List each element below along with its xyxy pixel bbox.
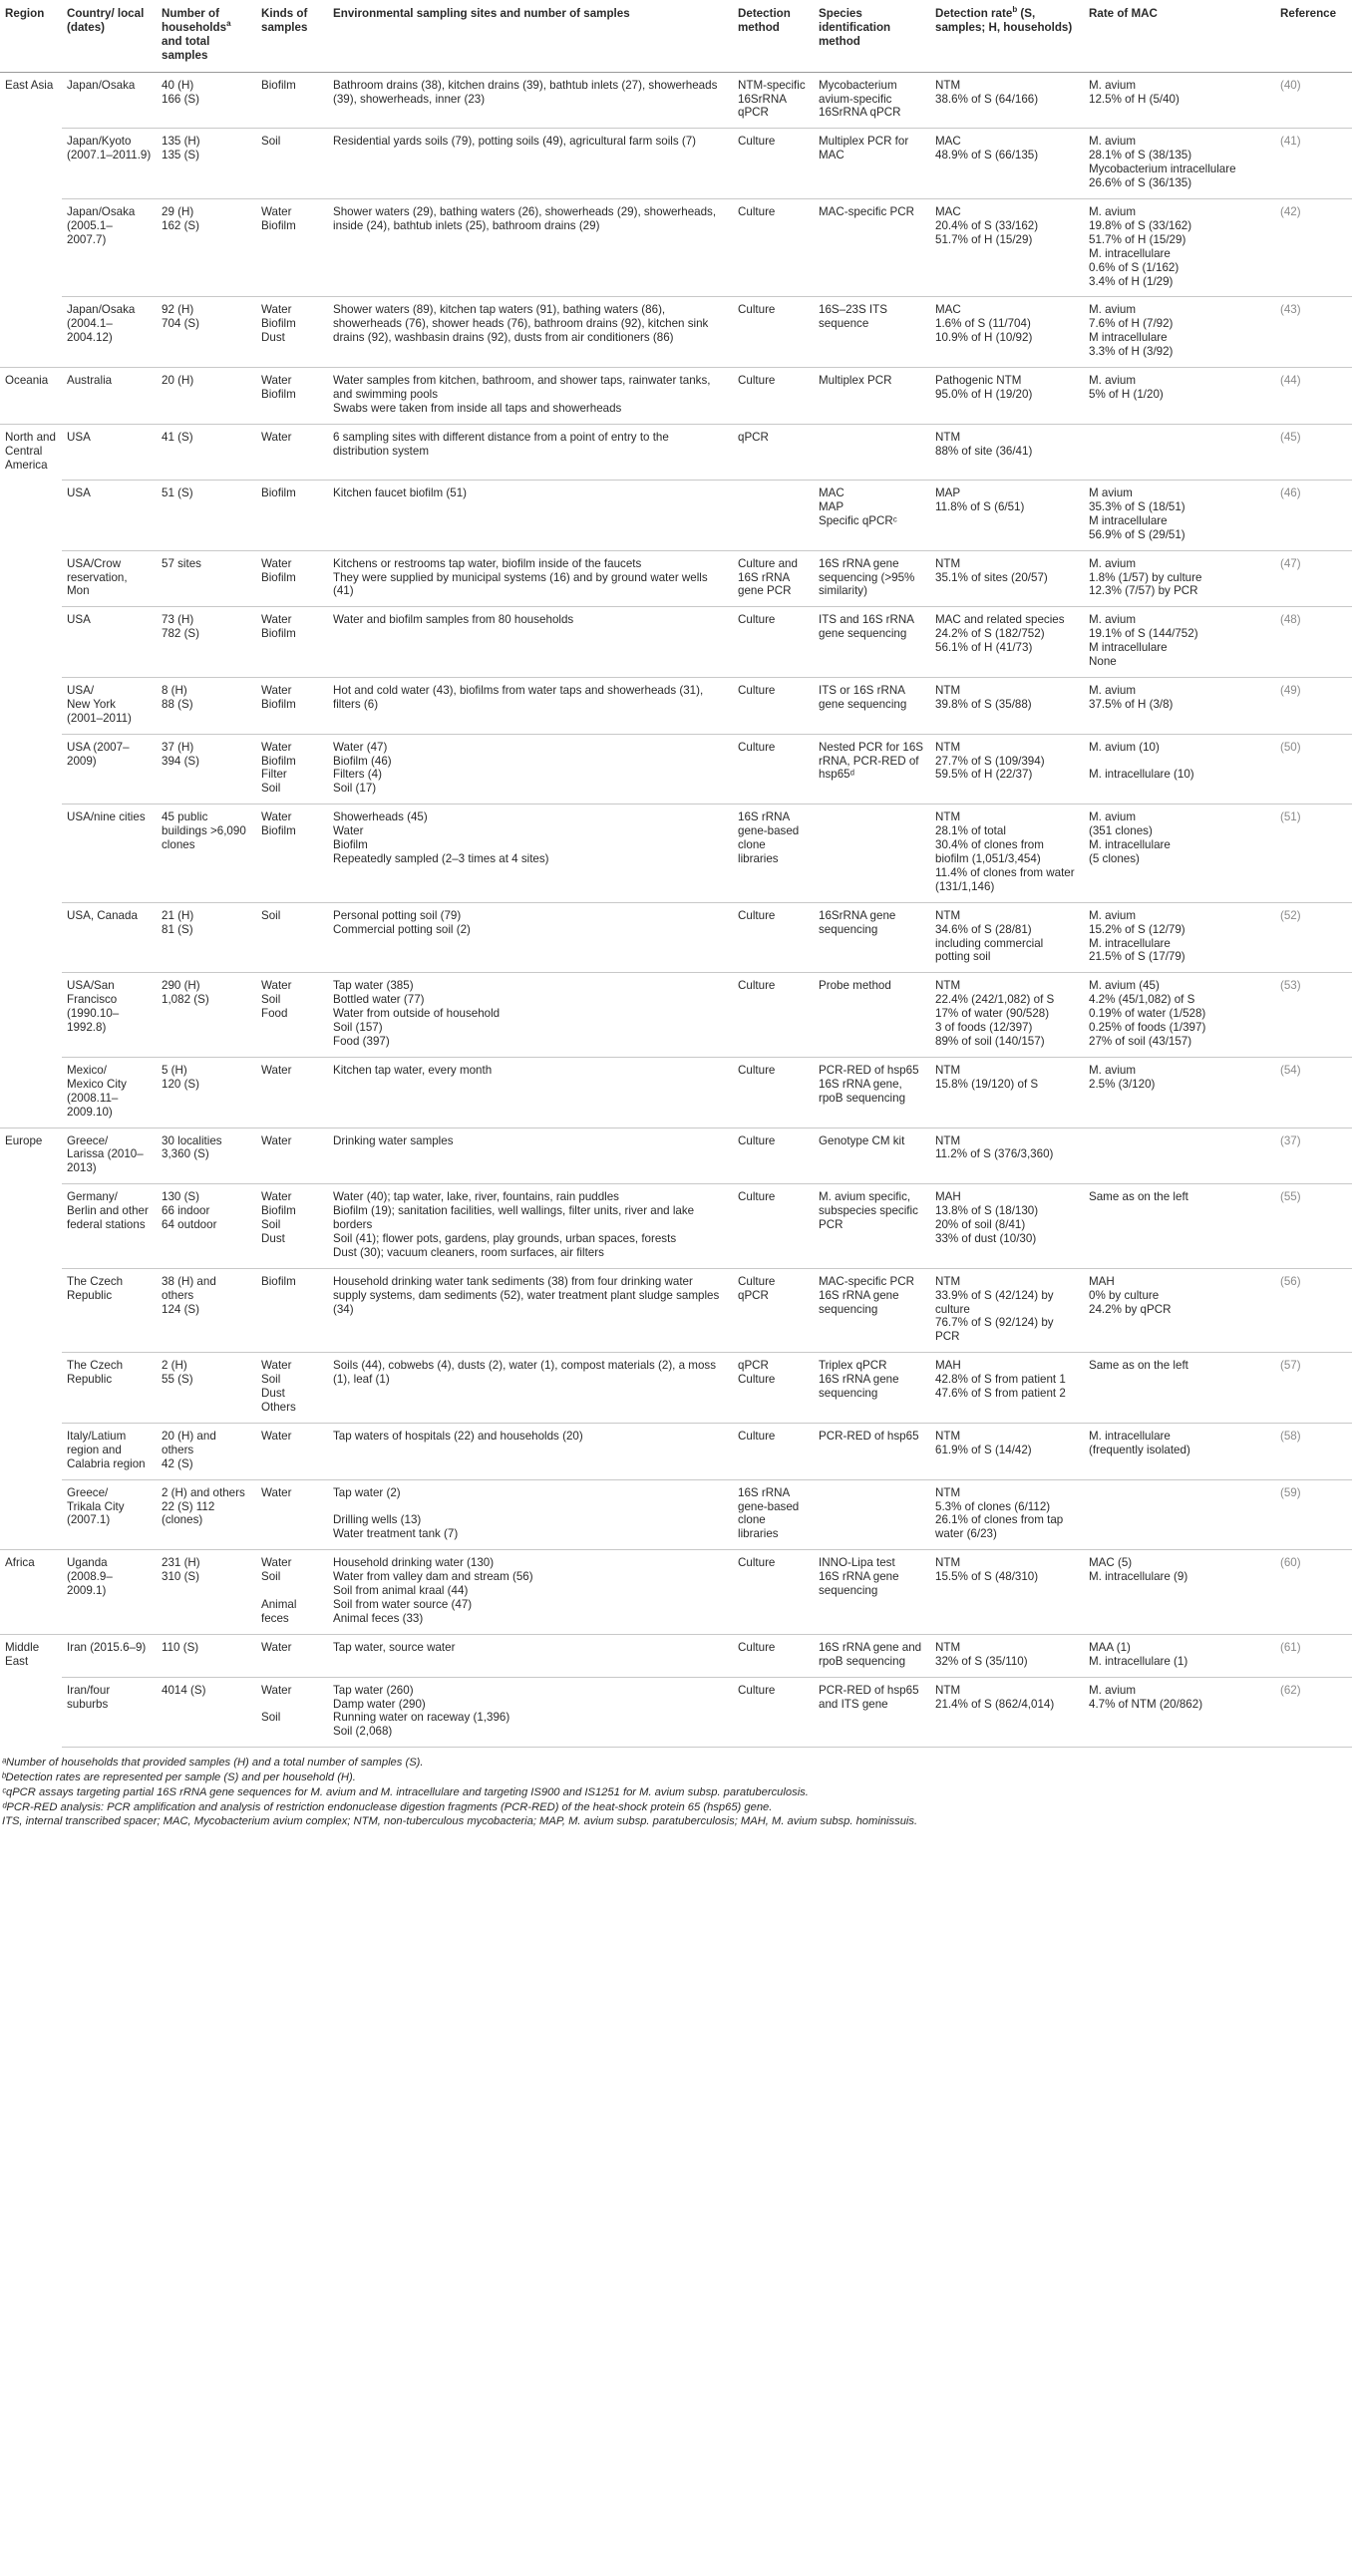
table-row bbox=[0, 424, 1352, 480]
reference-cell: (57) bbox=[1275, 1353, 1352, 1424]
households-cell: 20 (H) bbox=[157, 368, 256, 425]
country-cell: USA/nine cities bbox=[62, 805, 157, 902]
reference-cell: (48) bbox=[1275, 607, 1352, 678]
kinds-cell: Biofilm bbox=[256, 72, 328, 129]
species-cell: Probe method bbox=[814, 973, 930, 1058]
species-cell bbox=[814, 424, 930, 480]
footnote-line: ᵇDetection rates are represented per sample (S) and per household (H). bbox=[2, 1771, 356, 1784]
region-cell bbox=[0, 1677, 62, 1748]
env-cell: Water (47) Biofilm (46) Filters (4) Soil (17) bbox=[328, 734, 733, 805]
table-row bbox=[0, 1677, 1352, 1748]
mac-cell: M. avium (45) 4.2% (45/1,082) of S 0.19% of water (1/528) 0.25% of foods (1/397) 27% of soil (43/157) bbox=[1084, 973, 1275, 1058]
rate-cell: NTM 11.2% of S (376/3,360) bbox=[930, 1127, 1084, 1184]
species-cell: MAC-specific PCR 16S rRNA gene sequencing bbox=[814, 1268, 930, 1353]
households-cell: 21 (H) 81 (S) bbox=[157, 902, 256, 973]
table-row bbox=[0, 297, 1352, 368]
footnote-marker-b: b bbox=[1012, 5, 1018, 15]
reference-cell: (61) bbox=[1275, 1634, 1352, 1677]
reference-cell: (46) bbox=[1275, 480, 1352, 550]
reference-cell: (55) bbox=[1275, 1184, 1352, 1269]
env-cell: Shower waters (89), kitchen tap waters (91), bathing waters (86), showerheads (76), shower heads (76), bathroom drains (92), kitchen sink drains (92), washbasin drains (92), dusts from air conditioners (86) bbox=[328, 297, 733, 368]
reference-cell: (59) bbox=[1275, 1479, 1352, 1550]
env-cell: Shower waters (29), bathing waters (26), showerheads (29), showerheads, inside (24), bathtub inlets (25), bathroom drains (29) bbox=[328, 198, 733, 296]
env-cell: Household drinking water (130) Water from valley dam and stream (56) Soil from animal kraal (44) Soil from water source (47) Animal feces (33) bbox=[328, 1550, 733, 1635]
country-cell: USA bbox=[62, 607, 157, 678]
region-cell bbox=[0, 1057, 62, 1127]
table-row bbox=[0, 1634, 1352, 1677]
detection-cell: Culture bbox=[733, 1127, 814, 1184]
mac-cell bbox=[1084, 424, 1275, 480]
country-cell: The Czech Republic bbox=[62, 1268, 157, 1353]
mac-cell: M. intracellulare (frequently isolated) bbox=[1084, 1423, 1275, 1479]
rate-cell: Pathogenic NTM 95.0% of H (19/20) bbox=[930, 368, 1084, 425]
region-cell bbox=[0, 607, 62, 678]
env-cell: Kitchen faucet biofilm (51) bbox=[328, 480, 733, 550]
species-cell: MAC MAP Specific qPCRᶜ bbox=[814, 480, 930, 550]
species-cell bbox=[814, 1479, 930, 1550]
reference-cell: (45) bbox=[1275, 424, 1352, 480]
header-env: Environmental sampling sites and number of samples bbox=[328, 0, 733, 72]
mac-cell: M. avium 1.8% (1/57) by culture 12.3% (7/57) by PCR bbox=[1084, 550, 1275, 607]
env-cell: Tap water, source water bbox=[328, 1634, 733, 1677]
households-cell: 92 (H) 704 (S) bbox=[157, 297, 256, 368]
country-cell: USA bbox=[62, 480, 157, 550]
species-cell: PCR-RED of hsp65 bbox=[814, 1423, 930, 1479]
env-cell: Kitchen tap water, every month bbox=[328, 1057, 733, 1127]
header-row bbox=[0, 0, 1352, 72]
households-cell: 38 (H) and others 124 (S) bbox=[157, 1268, 256, 1353]
households-cell: 29 (H) 162 (S) bbox=[157, 198, 256, 296]
households-cell: 30 localities 3,360 (S) bbox=[157, 1127, 256, 1184]
table-row bbox=[0, 1127, 1352, 1184]
kinds-cell: Water Soil bbox=[256, 1677, 328, 1748]
header-species: Species identification method bbox=[814, 0, 930, 72]
detection-cell: Culture bbox=[733, 368, 814, 425]
rate-cell: NTM 39.8% of S (35/88) bbox=[930, 677, 1084, 734]
mac-cell: MAH 0% by culture 24.2% by qPCR bbox=[1084, 1268, 1275, 1353]
header-rate-label: Detection rate bbox=[935, 7, 1013, 20]
species-cell bbox=[814, 805, 930, 902]
reference-cell: (37) bbox=[1275, 1127, 1352, 1184]
kinds-cell: Water bbox=[256, 1634, 328, 1677]
species-cell: Multiplex PCR for MAC bbox=[814, 129, 930, 199]
mac-cell: M. avium 2.5% (3/120) bbox=[1084, 1057, 1275, 1127]
table-row bbox=[0, 1268, 1352, 1353]
species-cell: Multiplex PCR bbox=[814, 368, 930, 425]
mac-cell: M. avium 28.1% of S (38/135) Mycobacterium intracellulare 26.6% of S (36/135) bbox=[1084, 129, 1275, 199]
kinds-cell: Water bbox=[256, 1479, 328, 1550]
detection-cell: Culture bbox=[733, 129, 814, 199]
header-mac: Rate of MAC bbox=[1084, 0, 1275, 72]
reference-cell: (51) bbox=[1275, 805, 1352, 902]
mac-cell bbox=[1084, 1479, 1275, 1550]
species-cell: ITS or 16S rRNA gene sequencing bbox=[814, 677, 930, 734]
env-cell: Water (40); tap water, lake, river, fountains, rain puddles Biofilm (19); sanitation facilities, well wallings, filter units, river and lake borders Soil (41); flower pots, gardens, play grounds, urban spaces, forests Dust (30); vacuum cleaners, room surfaces, air filters bbox=[328, 1184, 733, 1269]
mac-cell: M. avium 5% of H (1/20) bbox=[1084, 368, 1275, 425]
rate-cell: NTM 34.6% of S (28/81) including commercial potting soil bbox=[930, 902, 1084, 973]
country-cell: USA bbox=[62, 424, 157, 480]
detection-cell: Culture bbox=[733, 1057, 814, 1127]
footnote-line: ITS, internal transcribed spacer; MAC, Mycobacterium avium complex; NTM, non-tuberculous mycobacteria; MAP, M. avium subsp. paratuberculosis; MAH, M. avium subsp. hominissuis. bbox=[2, 1815, 918, 1828]
table-row bbox=[0, 198, 1352, 296]
detection-cell: Culture bbox=[733, 198, 814, 296]
env-cell: Tap waters of hospitals (22) and households (20) bbox=[328, 1423, 733, 1479]
country-cell: Japan/Osaka (2004.1–2004.12) bbox=[62, 297, 157, 368]
env-cell: Water samples from kitchen, bathroom, and shower taps, rainwater tanks, and swimming pools Swabs were taken from inside all taps and showerheads bbox=[328, 368, 733, 425]
kinds-cell: Water Soil Food bbox=[256, 973, 328, 1058]
region-cell bbox=[0, 129, 62, 199]
table-row bbox=[0, 1479, 1352, 1550]
country-cell: USA/San Francisco (1990.10–1992.8) bbox=[62, 973, 157, 1058]
households-cell: 73 (H) 782 (S) bbox=[157, 607, 256, 678]
mac-cell: M avium 35.3% of S (18/51) M intracellulare 56.9% of S (29/51) bbox=[1084, 480, 1275, 550]
rate-cell: MAC and related species 24.2% of S (182/752) 56.1% of H (41/73) bbox=[930, 607, 1084, 678]
species-cell: Nested PCR for 16S rRNA, PCR-RED of hsp65ᵈ bbox=[814, 734, 930, 805]
kinds-cell: Water Biofilm bbox=[256, 198, 328, 296]
mac-cell: M. avium 19.1% of S (144/752) M intracellulare None bbox=[1084, 607, 1275, 678]
rate-cell: MAH 13.8% of S (18/130) 20% of soil (8/41) 33% of dust (10/30) bbox=[930, 1184, 1084, 1269]
header-detection: Detection method bbox=[733, 0, 814, 72]
households-cell: 290 (H) 1,082 (S) bbox=[157, 973, 256, 1058]
detection-cell: Culture bbox=[733, 734, 814, 805]
mac-cell: Same as on the left bbox=[1084, 1353, 1275, 1424]
households-cell: 41 (S) bbox=[157, 424, 256, 480]
detection-cell: Culture bbox=[733, 297, 814, 368]
kinds-cell: Water Biofilm bbox=[256, 550, 328, 607]
table-row bbox=[0, 1423, 1352, 1479]
rate-cell: NTM 35.1% of sites (20/57) bbox=[930, 550, 1084, 607]
rate-cell: MAC 48.9% of S (66/135) bbox=[930, 129, 1084, 199]
kinds-cell: Water Biofilm Filter Soil bbox=[256, 734, 328, 805]
table-row bbox=[0, 973, 1352, 1058]
mac-cell: M. avium 37.5% of H (3/8) bbox=[1084, 677, 1275, 734]
rate-cell: NTM 88% of site (36/41) bbox=[930, 424, 1084, 480]
country-cell: Iran (2015.6–9) bbox=[62, 1634, 157, 1677]
households-cell: 5 (H) 120 (S) bbox=[157, 1057, 256, 1127]
env-cell: Tap water (385) Bottled water (77) Water from outside of household Soil (157) Food (397) bbox=[328, 973, 733, 1058]
table-row bbox=[0, 129, 1352, 199]
species-cell: 16S rRNA gene and rpoB sequencing bbox=[814, 1634, 930, 1677]
species-cell: M. avium specific, subspecies specific PCR bbox=[814, 1184, 930, 1269]
detection-cell: qPCR bbox=[733, 424, 814, 480]
country-cell: Iran/four suburbs bbox=[62, 1677, 157, 1748]
env-cell: 6 sampling sites with different distance from a point of entry to the distribution system bbox=[328, 424, 733, 480]
region-cell bbox=[0, 1479, 62, 1550]
reference-cell: (58) bbox=[1275, 1423, 1352, 1479]
kinds-cell: Water bbox=[256, 1057, 328, 1127]
rate-cell: NTM 61.9% of S (14/42) bbox=[930, 1423, 1084, 1479]
env-cell: Drinking water samples bbox=[328, 1127, 733, 1184]
region-cell bbox=[0, 902, 62, 973]
households-cell: 135 (H) 135 (S) bbox=[157, 129, 256, 199]
rate-cell: MAH 42.8% of S from patient 1 47.6% of S from patient 2 bbox=[930, 1353, 1084, 1424]
region-cell bbox=[0, 198, 62, 296]
detection-cell: qPCR Culture bbox=[733, 1353, 814, 1424]
detection-cell: Culture bbox=[733, 677, 814, 734]
rate-cell: NTM 22.4% (242/1,082) of S 17% of water (90/528) 3 of foods (12/397) 89% of soil (140/157) bbox=[930, 973, 1084, 1058]
mac-cell: Same as on the left bbox=[1084, 1184, 1275, 1269]
region-cell: East Asia bbox=[5, 78, 54, 92]
kinds-cell: Water Biofilm bbox=[256, 607, 328, 678]
reference-cell: (56) bbox=[1275, 1268, 1352, 1353]
region-cell bbox=[0, 734, 62, 805]
kinds-cell: Water Biofilm bbox=[256, 368, 328, 425]
env-cell: Hot and cold water (43), biofilms from water taps and showerheads (31), filters (6) bbox=[328, 677, 733, 734]
region-cell bbox=[0, 1184, 62, 1269]
table-row bbox=[0, 72, 1352, 129]
reference-cell: (41) bbox=[1275, 129, 1352, 199]
table-row bbox=[0, 734, 1352, 805]
env-cell: Water and biofilm samples from 80 households bbox=[328, 607, 733, 678]
country-cell: USA, Canada bbox=[62, 902, 157, 973]
kinds-cell: Soil bbox=[256, 902, 328, 973]
detection-cell: Culture bbox=[733, 1677, 814, 1748]
kinds-cell: Water Biofilm Dust bbox=[256, 297, 328, 368]
detection-cell: Culture qPCR bbox=[733, 1268, 814, 1353]
rate-cell: NTM 32% of S (35/110) bbox=[930, 1634, 1084, 1677]
rate-cell: NTM 28.1% of total 30.4% of clones from biofilm (1,051/3,454) 11.4% of clones from water (131/1,146) bbox=[930, 805, 1084, 902]
country-cell: Japan/Osaka bbox=[62, 72, 157, 129]
table-row bbox=[0, 1353, 1352, 1424]
country-cell: Italy/Latium region and Calabria region bbox=[62, 1423, 157, 1479]
detection-cell: 16S rRNA gene-based clone libraries bbox=[733, 1479, 814, 1550]
header-households-label: Number of households bbox=[162, 7, 227, 34]
rate-cell: MAP 11.8% of S (6/51) bbox=[930, 480, 1084, 550]
detection-cell bbox=[733, 480, 814, 550]
header-rate-tail: (S, samples; H, households) bbox=[935, 7, 1073, 34]
footnote-line: ᵈPCR-RED analysis: PCR amplification and analysis of restriction endonuclease digestion fragments (PCR-RED) of the heat-shock protein 65 (hsp65) gene. bbox=[2, 1800, 773, 1813]
country-cell: USA/ New York (2001–2011) bbox=[62, 677, 157, 734]
region-cell bbox=[0, 480, 62, 550]
species-cell: 16S rRNA gene sequencing (>95% similarity) bbox=[814, 550, 930, 607]
kinds-cell: Water bbox=[256, 1423, 328, 1479]
table-row bbox=[0, 1057, 1352, 1127]
species-cell: Mycobacterium avium-specific 16SrRNA qPCR bbox=[814, 72, 930, 129]
env-cell: Tap water (260) Damp water (290) Running water on raceway (1,396) Soil (2,068) bbox=[328, 1677, 733, 1748]
region-cell bbox=[0, 677, 62, 734]
footnote-line: ᵃNumber of households that provided samples (H) and a total number of samples (S). bbox=[2, 1757, 424, 1770]
env-cell: Personal potting soil (79) Commercial potting soil (2) bbox=[328, 902, 733, 973]
detection-cell: Culture bbox=[733, 607, 814, 678]
households-cell: 8 (H) 88 (S) bbox=[157, 677, 256, 734]
env-cell: Kitchens or restrooms tap water, biofilm inside of the faucets They were supplied by municipal systems (16) and by ground water wells (41) bbox=[328, 550, 733, 607]
detection-cell: Culture bbox=[733, 1184, 814, 1269]
species-cell: PCR-RED of hsp65 16S rRNA gene, rpoB sequencing bbox=[814, 1057, 930, 1127]
mac-cell: M. avium 15.2% of S (12/79) M. intracellulare 21.5% of S (17/79) bbox=[1084, 902, 1275, 973]
reference-cell: (62) bbox=[1275, 1677, 1352, 1748]
detection-cell: 16S rRNA gene-based clone libraries bbox=[733, 805, 814, 902]
reference-cell: (42) bbox=[1275, 198, 1352, 296]
households-cell: 37 (H) 394 (S) bbox=[157, 734, 256, 805]
country-cell: Japan/Kyoto (2007.1–2011.9) bbox=[62, 129, 157, 199]
region-cell bbox=[0, 973, 62, 1058]
mac-cell bbox=[1084, 1127, 1275, 1184]
species-cell: 16SrRNA gene sequencing bbox=[814, 902, 930, 973]
species-cell: 16S–23S ITS sequence bbox=[814, 297, 930, 368]
country-cell: Greece/ Trikala City (2007.1) bbox=[62, 1479, 157, 1550]
table-row bbox=[0, 1184, 1352, 1269]
kinds-cell: Water bbox=[256, 424, 328, 480]
households-cell: 231 (H) 310 (S) bbox=[157, 1550, 256, 1635]
table-header bbox=[0, 0, 1352, 72]
country-cell: Japan/Osaka (2005.1–2007.7) bbox=[62, 198, 157, 296]
region-cell bbox=[0, 297, 62, 368]
rate-cell: NTM 15.8% (19/120) of S bbox=[930, 1057, 1084, 1127]
reference-cell: (53) bbox=[1275, 973, 1352, 1058]
kinds-cell: Biofilm bbox=[256, 1268, 328, 1353]
rate-cell: NTM 33.9% of S (42/124) by culture 76.7% of S (92/124) by PCR bbox=[930, 1268, 1084, 1353]
footnote-marker-a: a bbox=[226, 19, 231, 29]
species-cell: PCR-RED of hsp65 and ITS gene bbox=[814, 1677, 930, 1748]
species-cell: Triplex qPCR 16S rRNA gene sequencing bbox=[814, 1353, 930, 1424]
region-cell bbox=[0, 1353, 62, 1424]
country-cell: Greece/ Larissa (2010–2013) bbox=[62, 1127, 157, 1184]
kinds-cell: Biofilm bbox=[256, 480, 328, 550]
rate-cell: NTM 21.4% of S (862/4,014) bbox=[930, 1677, 1084, 1748]
region-cell: Europe bbox=[0, 1127, 62, 1184]
detection-cell: Culture bbox=[733, 902, 814, 973]
detection-cell: Culture bbox=[733, 1423, 814, 1479]
reference-cell: (40) bbox=[1275, 72, 1352, 129]
rate-cell: MAC 20.4% of S (33/162) 51.7% of H (15/29) bbox=[930, 198, 1084, 296]
households-cell: 20 (H) and others 42 (S) bbox=[157, 1423, 256, 1479]
reference-cell: (44) bbox=[1275, 368, 1352, 425]
region-cell bbox=[0, 550, 62, 607]
env-cell: Showerheads (45) Water Biofilm Repeatedly sampled (2–3 times at 4 sites) bbox=[328, 805, 733, 902]
kinds-cell: Water Biofilm Soil Dust bbox=[256, 1184, 328, 1269]
rate-cell: MAC 1.6% of S (11/704) 10.9% of H (10/92) bbox=[930, 297, 1084, 368]
species-cell: INNO-Lipa test 16S rRNA gene sequencing bbox=[814, 1550, 930, 1635]
footnote-line: ᶜqPCR assays targeting partial 16S rRNA gene sequences for M. avium and M. intracellulare and targeting IS900 and IS1251 for M. avium subsp. paratuberculosis. bbox=[2, 1785, 809, 1798]
kinds-cell: Water Soil Dust Others bbox=[256, 1353, 328, 1424]
table-row bbox=[0, 550, 1352, 607]
households-cell: 40 (H) 166 (S) bbox=[157, 72, 256, 129]
header-households bbox=[157, 0, 256, 72]
header-rate bbox=[930, 0, 1084, 72]
detection-cell: Culture and 16S rRNA gene PCR bbox=[733, 550, 814, 607]
table-row bbox=[0, 677, 1352, 734]
rate-cell: NTM 5.3% of clones (6/112) 26.1% of clones from tap water (6/23) bbox=[930, 1479, 1084, 1550]
env-cell: Household drinking water tank sediments (38) from four drinking water supply systems, dam sediments (52), water treatment plant sludge samples (34) bbox=[328, 1268, 733, 1353]
env-cell: Bathroom drains (38), kitchen drains (39), bathtub inlets (27), showerheads (39), showerheads, inner (23) bbox=[328, 72, 733, 129]
reference-cell: (47) bbox=[1275, 550, 1352, 607]
detection-cell: Culture bbox=[733, 973, 814, 1058]
region-cell bbox=[0, 1423, 62, 1479]
table-row bbox=[0, 902, 1352, 973]
table-row bbox=[0, 368, 1352, 425]
households-cell: 4014 (S) bbox=[157, 1677, 256, 1748]
header-country: Country/ local (dates) bbox=[62, 0, 157, 72]
header-kinds: Kinds of samples bbox=[256, 0, 328, 72]
rate-cell: NTM 38.6% of S (64/166) bbox=[930, 72, 1084, 129]
env-cell: Tap water (2) Drilling wells (13) Water treatment tank (7) bbox=[328, 1479, 733, 1550]
table-row bbox=[0, 607, 1352, 678]
env-cell: Residential yards soils (79), potting soils (49), agricultural farm soils (7) bbox=[328, 129, 733, 199]
country-cell: Mexico/ Mexico City (2008.11–2009.10) bbox=[62, 1057, 157, 1127]
reference-cell: (49) bbox=[1275, 677, 1352, 734]
households-cell: 130 (S) 66 indoor 64 outdoor bbox=[157, 1184, 256, 1269]
rate-cell: NTM 15.5% of S (48/310) bbox=[930, 1550, 1084, 1635]
households-cell: 45 public buildings >6,090 clones bbox=[157, 805, 256, 902]
header-region: Region bbox=[0, 0, 62, 72]
country-cell: Australia bbox=[62, 368, 157, 425]
mac-cell: M. avium 19.8% of S (33/162) 51.7% of H (15/29) M. intracellulare 0.6% of S (1/162) 3.4% of H (1/29) bbox=[1084, 198, 1275, 296]
detection-cell: Culture bbox=[733, 1634, 814, 1677]
header-reference: Reference bbox=[1275, 0, 1352, 72]
region-cell bbox=[0, 805, 62, 902]
reference-cell: (60) bbox=[1275, 1550, 1352, 1635]
species-cell: ITS and 16S rRNA gene sequencing bbox=[814, 607, 930, 678]
env-cell: Soils (44), cobwebs (4), dusts (2), water (1), compost materials (2), a moss (1), leaf (1) bbox=[328, 1353, 733, 1424]
mac-cell: M. avium 12.5% of H (5/40) bbox=[1084, 72, 1275, 129]
detection-cell: Culture bbox=[733, 1550, 814, 1635]
kinds-cell: Water bbox=[256, 1127, 328, 1184]
mac-cell: M. avium (351 clones) M. intracellulare (5 clones) bbox=[1084, 805, 1275, 902]
rate-cell: NTM 27.7% of S (109/394) 59.5% of H (22/37) bbox=[930, 734, 1084, 805]
region-cell: Africa bbox=[0, 1550, 62, 1635]
mac-cell: MAC (5) M. intracellulare (9) bbox=[1084, 1550, 1275, 1635]
kinds-cell: Water Biofilm bbox=[256, 805, 328, 902]
species-cell: Genotype CM kit bbox=[814, 1127, 930, 1184]
households-cell: 110 (S) bbox=[157, 1634, 256, 1677]
table-row bbox=[0, 480, 1352, 550]
table-row bbox=[0, 805, 1352, 902]
mac-cell: MAA (1) M. intracellulare (1) bbox=[1084, 1634, 1275, 1677]
households-cell: 2 (H) and others 22 (S) 112 (clones) bbox=[157, 1479, 256, 1550]
kinds-cell: Water Biofilm bbox=[256, 677, 328, 734]
table-footnotes bbox=[0, 1748, 1352, 1829]
country-cell: Germany/ Berlin and other federal stations bbox=[62, 1184, 157, 1269]
region-cell: North and Central America bbox=[0, 424, 62, 480]
table-body bbox=[0, 72, 1352, 1748]
detection-cell: NTM-specific 16SrRNA qPCR bbox=[733, 72, 814, 129]
country-cell: Uganda (2008.9–2009.1) bbox=[62, 1550, 157, 1635]
mac-cell: M. avium (10) M. intracellulare (10) bbox=[1084, 734, 1275, 805]
mac-cell: M. avium 7.6% of H (7/92) M intracellulare 3.3% of H (3/92) bbox=[1084, 297, 1275, 368]
reference-cell: (43) bbox=[1275, 297, 1352, 368]
table-row bbox=[0, 1550, 1352, 1635]
reference-cell: (50) bbox=[1275, 734, 1352, 805]
mac-cell: M. avium 4.7% of NTM (20/862) bbox=[1084, 1677, 1275, 1748]
region-cell: Middle East bbox=[0, 1634, 62, 1677]
households-cell: 2 (H) 55 (S) bbox=[157, 1353, 256, 1424]
kinds-cell: Soil bbox=[256, 129, 328, 199]
households-cell: 51 (S) bbox=[157, 480, 256, 550]
header-households-tail: and total samples bbox=[162, 34, 210, 62]
reference-cell: (52) bbox=[1275, 902, 1352, 973]
kinds-cell: Water Soil Animal feces bbox=[256, 1550, 328, 1635]
region-cell bbox=[0, 1268, 62, 1353]
reference-cell: (54) bbox=[1275, 1057, 1352, 1127]
region-cell: Oceania bbox=[0, 368, 62, 425]
species-cell: MAC-specific PCR bbox=[814, 198, 930, 296]
country-cell: USA (2007–2009) bbox=[62, 734, 157, 805]
country-cell: USA/Crow reservation, Mon bbox=[62, 550, 157, 607]
households-cell: 57 sites bbox=[157, 550, 256, 607]
country-cell: The Czech Republic bbox=[62, 1353, 157, 1424]
